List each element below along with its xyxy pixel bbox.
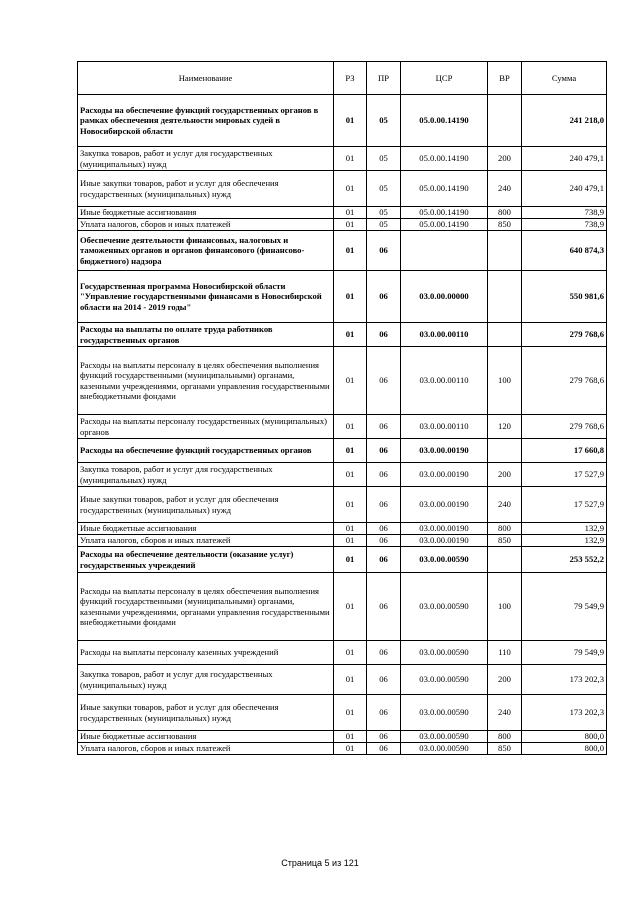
cell-vr: 200: [488, 665, 522, 695]
cell-csr: 03.0.00.00590: [401, 743, 488, 755]
cell-vr: 800: [488, 731, 522, 743]
cell-sum: 240 479,1: [522, 147, 607, 171]
cell-rz: 01: [334, 219, 367, 231]
table-row: [78, 95, 607, 147]
cell-name: Расходы на выплаты персоналу казенных учреждений: [78, 641, 334, 665]
cell-csr: 03.0.00.00110: [401, 347, 488, 415]
cell-rz: 01: [334, 487, 367, 523]
cell-rz: 01: [334, 573, 367, 641]
cell-rz: 01: [334, 523, 367, 535]
cell-sum: 17 660,8: [522, 439, 607, 463]
cell-sum: 17 527,9: [522, 463, 607, 487]
table-row: [78, 171, 607, 207]
cell-vr: [488, 439, 522, 463]
cell-pr: 06: [367, 487, 401, 523]
cell-rz: 01: [334, 547, 367, 573]
cell-rz: 01: [334, 641, 367, 665]
cell-rz: 01: [334, 439, 367, 463]
cell-csr: 03.0.00.00590: [401, 731, 488, 743]
cell-vr: 200: [488, 147, 522, 171]
cell-name: Иные бюджетные ассигнования: [78, 523, 334, 535]
cell-pr: 06: [367, 271, 401, 323]
table-row: [78, 231, 607, 271]
cell-vr: 850: [488, 535, 522, 547]
cell-pr: 05: [367, 207, 401, 219]
table-row: [78, 695, 607, 731]
table-row: [78, 547, 607, 573]
page-number: Страница 5 из 121: [281, 858, 359, 868]
cell-csr: 05.0.00.14190: [401, 171, 488, 207]
cell-sum: 79 549,9: [522, 641, 607, 665]
header-row: [78, 62, 607, 95]
table-row: [78, 323, 607, 347]
cell-vr: 240: [488, 171, 522, 207]
cell-sum: 800,0: [522, 731, 607, 743]
cell-rz: 01: [334, 695, 367, 731]
cell-name: Расходы на выплаты персоналу в целях обеспечения выполнения функций государственными (муниципальными) органами, казенными учреждениями, органами управления государственными внебюджетными фондами: [78, 573, 334, 641]
table-row: [78, 641, 607, 665]
cell-vr: 100: [488, 573, 522, 641]
cell-sum: 738,9: [522, 207, 607, 219]
cell-csr: 03.0.00.00590: [401, 641, 488, 665]
cell-csr: [401, 231, 488, 271]
cell-csr: 03.0.00.00190: [401, 535, 488, 547]
cell-name: Расходы на выплаты персоналу государственных (муниципальных) органов: [78, 415, 334, 439]
table-row: [78, 207, 607, 219]
table-row: [78, 487, 607, 523]
cell-rz: 01: [334, 415, 367, 439]
header-vr: ВР: [488, 62, 522, 95]
header-csr: ЦСР: [401, 62, 488, 95]
cell-pr: 06: [367, 439, 401, 463]
cell-rz: 01: [334, 271, 367, 323]
header-sum: Сумма: [522, 62, 607, 95]
cell-vr: 800: [488, 523, 522, 535]
cell-pr: 05: [367, 219, 401, 231]
cell-csr: 03.0.00.00110: [401, 323, 488, 347]
cell-pr: 06: [367, 641, 401, 665]
header-rz: РЗ: [334, 62, 367, 95]
cell-name: Иные закупки товаров, работ и услуг для обеспечения государственных (муниципальных) нужд: [78, 695, 334, 731]
cell-pr: 06: [367, 573, 401, 641]
table-row: [78, 731, 607, 743]
cell-rz: 01: [334, 665, 367, 695]
cell-vr: 800: [488, 207, 522, 219]
cell-vr: 850: [488, 743, 522, 755]
cell-sum: 241 218,0: [522, 95, 607, 147]
cell-name: Государственная программа Новосибирской области "Управление государственными финансами в Новосибирской области на 2014 - 2019 годы": [78, 271, 334, 323]
cell-vr: [488, 231, 522, 271]
cell-name: Иные закупки товаров, работ и услуг для обеспечения государственных (муниципальных) нужд: [78, 487, 334, 523]
cell-sum: 79 549,9: [522, 573, 607, 641]
cell-sum: 240 479,1: [522, 171, 607, 207]
table-row: [78, 463, 607, 487]
cell-sum: 132,9: [522, 523, 607, 535]
cell-vr: 110: [488, 641, 522, 665]
cell-vr: 100: [488, 347, 522, 415]
cell-rz: 01: [334, 743, 367, 755]
cell-rz: 01: [334, 323, 367, 347]
cell-pr: 05: [367, 95, 401, 147]
cell-sum: 279 768,6: [522, 415, 607, 439]
table-row: [78, 573, 607, 641]
cell-pr: 06: [367, 323, 401, 347]
cell-sum: 640 874,3: [522, 231, 607, 271]
cell-csr: 03.0.00.00590: [401, 665, 488, 695]
cell-csr: 05.0.00.14190: [401, 207, 488, 219]
cell-sum: 279 768,6: [522, 323, 607, 347]
table-row: [78, 535, 607, 547]
table-row: [78, 347, 607, 415]
cell-pr: 06: [367, 231, 401, 271]
cell-pr: 05: [367, 147, 401, 171]
cell-name: Расходы на обеспечение функций государственных органов в рамках обеспечения деятельности мировых судей в Новосибирской области: [78, 95, 334, 147]
table-row: [78, 523, 607, 535]
cell-name: Уплата налогов, сборов и иных платежей: [78, 535, 334, 547]
cell-sum: 173 202,3: [522, 695, 607, 731]
budget-table: [77, 61, 607, 755]
cell-name: Закупка товаров, работ и услуг для государственных (муниципальных) нужд: [78, 665, 334, 695]
cell-vr: [488, 95, 522, 147]
cell-sum: 550 981,6: [522, 271, 607, 323]
cell-rz: 01: [334, 147, 367, 171]
cell-pr: 06: [367, 665, 401, 695]
cell-csr: 03.0.00.00190: [401, 463, 488, 487]
cell-csr: 05.0.00.14190: [401, 147, 488, 171]
cell-vr: 120: [488, 415, 522, 439]
cell-sum: 738,9: [522, 219, 607, 231]
cell-vr: 240: [488, 487, 522, 523]
table-header: [78, 62, 607, 95]
cell-sum: 253 552,2: [522, 547, 607, 573]
cell-csr: 03.0.00.00190: [401, 487, 488, 523]
cell-vr: 240: [488, 695, 522, 731]
cell-csr: 03.0.00.00590: [401, 573, 488, 641]
cell-name: Иные закупки товаров, работ и услуг для обеспечения государственных (муниципальных) нужд: [78, 171, 334, 207]
cell-sum: 17 527,9: [522, 487, 607, 523]
table-row: [78, 665, 607, 695]
cell-rz: 01: [334, 535, 367, 547]
cell-pr: 06: [367, 547, 401, 573]
table-row: [78, 415, 607, 439]
table-body: [78, 95, 607, 755]
cell-pr: 06: [367, 347, 401, 415]
cell-name: Иные бюджетные ассигнования: [78, 207, 334, 219]
cell-name: Расходы на обеспечение деятельности (оказание услуг) государственных учреждений: [78, 547, 334, 573]
cell-rz: 01: [334, 347, 367, 415]
table-row: [78, 439, 607, 463]
cell-name: Уплата налогов, сборов и иных платежей: [78, 219, 334, 231]
cell-vr: [488, 271, 522, 323]
cell-pr: 05: [367, 171, 401, 207]
cell-rz: 01: [334, 463, 367, 487]
cell-csr: 03.0.00.00000: [401, 271, 488, 323]
cell-vr: 850: [488, 219, 522, 231]
cell-name: Закупка товаров, работ и услуг для государственных (муниципальных) нужд: [78, 147, 334, 171]
cell-vr: [488, 323, 522, 347]
cell-name: Расходы на выплаты по оплате труда работников государственных органов: [78, 323, 334, 347]
cell-csr: 03.0.00.00190: [401, 439, 488, 463]
cell-csr: 03.0.00.00590: [401, 695, 488, 731]
table-row: [78, 271, 607, 323]
cell-sum: 173 202,3: [522, 665, 607, 695]
cell-pr: 06: [367, 731, 401, 743]
cell-name: Иные бюджетные ассигнования: [78, 731, 334, 743]
cell-rz: 01: [334, 231, 367, 271]
cell-name: Уплата налогов, сборов и иных платежей: [78, 743, 334, 755]
cell-pr: 06: [367, 415, 401, 439]
table-row: [78, 743, 607, 755]
cell-name: Обеспечение деятельности финансовых, налоговых и таможенных органов и органов финансового (финансово-бюджетного) надзора: [78, 231, 334, 271]
table-row: [78, 219, 607, 231]
cell-sum: 800,0: [522, 743, 607, 755]
cell-rz: 01: [334, 95, 367, 147]
cell-csr: 03.0.00.00590: [401, 547, 488, 573]
cell-rz: 01: [334, 171, 367, 207]
cell-csr: 03.0.00.00110: [401, 415, 488, 439]
cell-sum: 279 768,6: [522, 347, 607, 415]
cell-csr: 03.0.00.00190: [401, 523, 488, 535]
cell-csr: 05.0.00.14190: [401, 219, 488, 231]
cell-pr: 06: [367, 535, 401, 547]
cell-rz: 01: [334, 207, 367, 219]
cell-csr: 05.0.00.14190: [401, 95, 488, 147]
table-row: [78, 147, 607, 171]
header-name: Наименование: [78, 62, 334, 95]
cell-rz: 01: [334, 731, 367, 743]
cell-name: Расходы на обеспечение функций государственных органов: [78, 439, 334, 463]
cell-pr: 06: [367, 463, 401, 487]
cell-vr: 200: [488, 463, 522, 487]
cell-pr: 06: [367, 523, 401, 535]
cell-pr: 06: [367, 743, 401, 755]
header-pr: ПР: [367, 62, 401, 95]
cell-sum: 132,9: [522, 535, 607, 547]
cell-vr: [488, 547, 522, 573]
cell-pr: 06: [367, 695, 401, 731]
cell-name: Закупка товаров, работ и услуг для государственных (муниципальных) нужд: [78, 463, 334, 487]
cell-name: Расходы на выплаты персоналу в целях обеспечения выполнения функций государственными (муниципальными) органами, казенными учреждениями, органами управления государственными внебюджетными фондами: [78, 347, 334, 415]
